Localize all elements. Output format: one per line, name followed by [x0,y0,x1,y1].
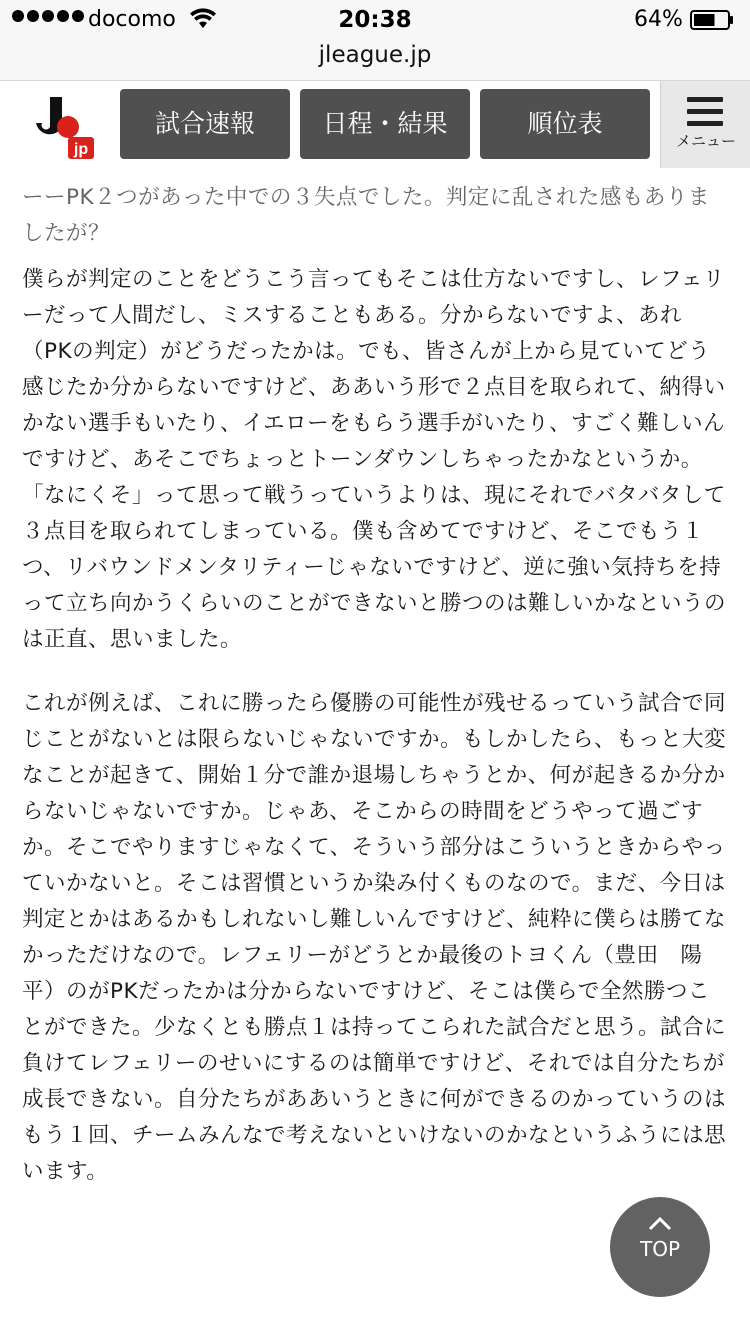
interview-question: ーーPK２つがあった中での３失点でした。判定に乱された感もありましたが？ [22,185,710,246]
site-header [0,81,750,168]
nav-standings-label: 順位表 [527,109,603,138]
article-body [22,180,730,1218]
logo-jp-text: jp [73,141,89,158]
back-to-top-label: TOP [639,1237,681,1261]
answer-paragraph: これが例えば、これに勝ったら優勝の可能性が残せるっていう試合で同じことがないとは限らないじゃないですか。もしかしたら、もっと大変なことが起きて、開始１分で誰か退場しちゃうとか、何が起きるか分からないじゃないですか。じゃあ、そこからの時間をどうやって過ごすか。そこでやりますじゃなくて、そういう部分はこういうときからやっていかないと。そこは習慣というか染み付くものなので。まだ、今日は判定とかはあるかもしれないし難しいんですけど、純粋に僕らは勝てなかっただけなので。レフェリーがどうとか最後のトヨくん（豊田 陽平）のがPKだったかは分からないですけど、そこは僕らで全然勝つことができた。少なくとも勝点１は持ってこられた試合だと思う。試合に負けてレフェリーのせいにするのは簡単ですけど、それでは自分たちが成長できない。自分たちがああいうときに何ができるのかっていうのはもう１回、チームみんなで考えないといけないのかなというふうには思います。 [22,691,727,1184]
battery-percentage: 64% [634,7,683,32]
clock: 20:38 [338,7,412,33]
battery-icon [690,10,734,30]
nav-live-scores-label: 試合速報 [154,109,255,138]
hamburger-icon [687,97,723,127]
status-bar [0,0,750,40]
nav-live-scores-button[interactable] [120,89,290,159]
nav-schedule-results-label: 日程・結果 [322,109,448,138]
back-to-top-button[interactable] [610,1197,710,1297]
carrier-name: docomo [88,7,176,32]
nav-schedule-results-button[interactable] [300,89,470,159]
address-bar[interactable] [0,40,750,81]
jleague-logo[interactable] [32,93,96,163]
chevron-up-icon [646,1215,674,1233]
nav-standings-button[interactable] [480,89,650,159]
menu-label: メニュー [675,132,736,150]
url-text: jleague.jp [318,42,432,68]
menu-button[interactable] [660,81,750,168]
answer-paragraph: 僕らが判定のことをどうこう言ってもそこは仕方ないですし、レフェリーだって人間だし、ミスすることもある。分からないですよ、あれ（PKの判定）がどうだったかは。でも、皆さんが上から見ていてどう感じたか分からないですけど、ああいう形で２点目を取られて、納得いかない選手もいたり、イエローをもらう選手がいたり、すごく難しいんですけど、あそこでちょっとトーンダウンしちゃったかなというか。「なにくそ」って思って戦うっていうよりは、現にそれでバタバタして３点目を取られてしまっている。僕も含めてですけど、そこでもう１つ、リバウンドメンタリティーじゃないですけど、逆に強い気持ちを持って立ち向かうくらいのことができないと勝つのは難しいかなというのは正直、思いました。 [22,267,727,652]
